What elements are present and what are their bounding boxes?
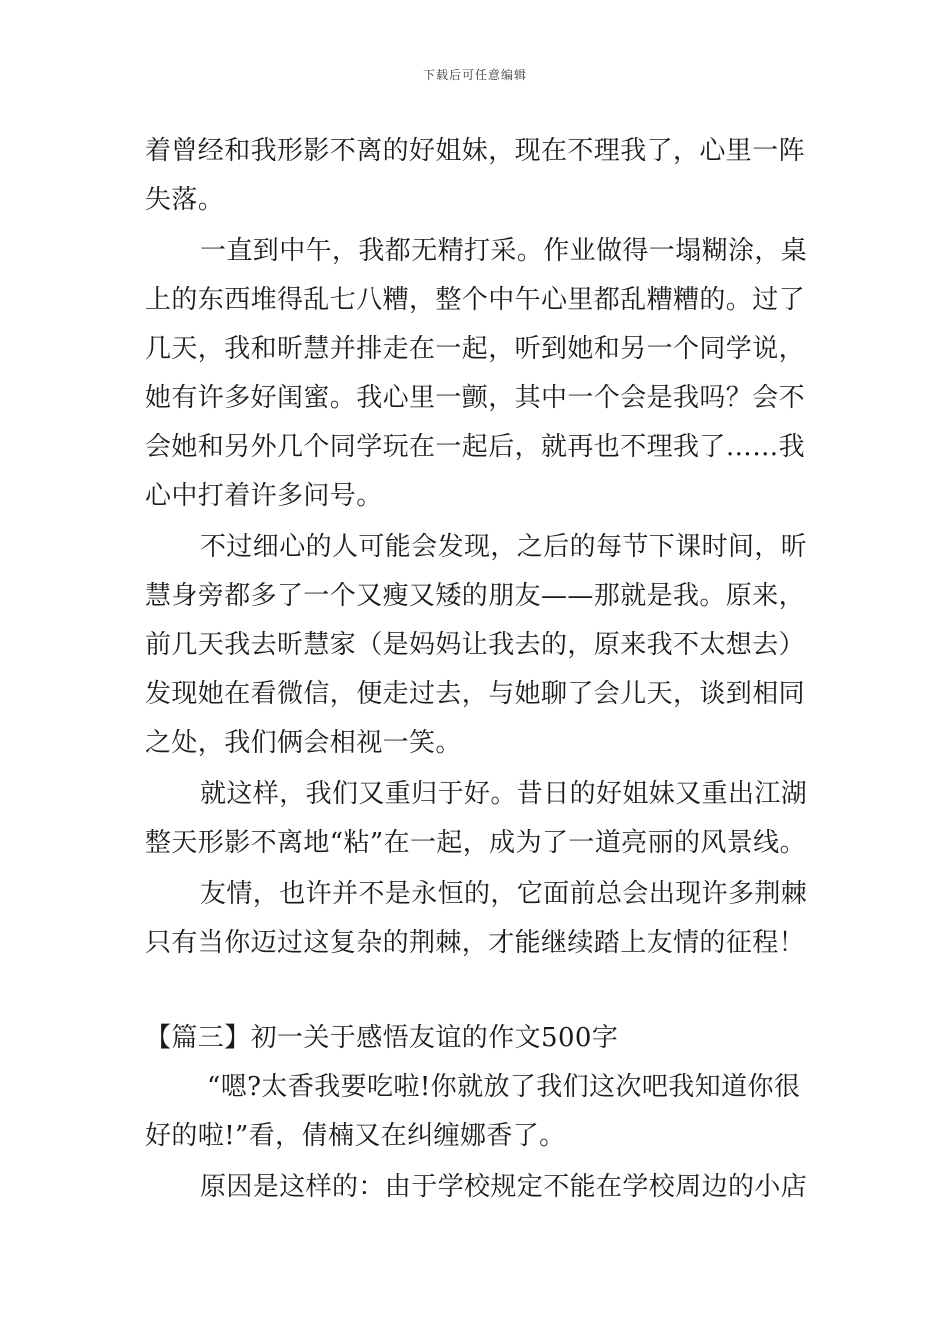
text-line: 之处，我们俩会相视一笑。 [145, 728, 462, 758]
text-line: 友情，也许并不是永恒的，它面前总会出现许多荆棘 [200, 879, 808, 909]
text-line: 上的东西堆得乱七八糟，整个中午心里都乱糟糟的。过了 [145, 285, 806, 315]
paragraph-4 [145, 770, 810, 868]
section-title: 【篇三】初一关于感悟友谊的作文500字 [145, 1023, 619, 1053]
page-header: 下载后可任意编辑 [422, 68, 527, 82]
paragraph-2 [145, 227, 810, 521]
section-paragraph-2 [145, 1163, 810, 1212]
text-line: 发现她在看微信，便走过去，与她聊了会儿天，谈到相同 [145, 679, 806, 709]
text-line: 几天，我和昕慧并排走在一起，听到她和另一个同学说， [145, 334, 806, 364]
section-paragraph-1 [145, 1063, 810, 1161]
paragraph-1 [145, 127, 810, 225]
text-line: 前几天我去昕慧家（是妈妈让我去的，原来我不太想去） [145, 630, 806, 660]
text-line: 不过细心的人可能会发现，之后的每节下课时间，昕 [200, 532, 808, 562]
text-line: 一直到中午，我都无精打采。作业做得一塌糊涂，桌 [200, 236, 808, 266]
text-line: 会她和另外几个同学玩在一起后，就再也不理我了……我 [145, 432, 806, 462]
text-line: 只有当你迈过这复杂的荆棘，才能继续踏上友情的征程！ [145, 928, 806, 958]
text-line: 失落。 [145, 185, 225, 215]
text-line: 原因是这样的：由于学校规定不能在学校周边的小店 [200, 1172, 808, 1202]
text-line: “嗯?太香我要吃啦!你就放了我们这次吧我知道你很 [207, 1072, 801, 1102]
text-line: 心中打着许多问号。 [145, 481, 383, 511]
text-line: 就这样，我们又重归于好。昔日的好姐妹又重出江湖 [200, 779, 808, 809]
paragraph-5 [145, 870, 810, 968]
document-body [145, 127, 810, 1212]
text-line: 好的啦!”看，倩楠又在纠缠娜香了。 [145, 1121, 566, 1151]
text-line: 她有许多好闺蜜。我心里一颤，其中一个会是我吗？会不 [145, 383, 806, 413]
text-line: 慧身旁都多了一个又瘦又矮的朋友——那就是我。原来， [145, 581, 806, 611]
paragraph-3 [145, 523, 810, 768]
text-line: 着曾经和我形影不离的好姐妹，现在不理我了，心里一阵 [145, 136, 806, 166]
text-line: 整天形影不离地“粘”在一起，成为了一道亮丽的风景线。 [145, 828, 806, 858]
